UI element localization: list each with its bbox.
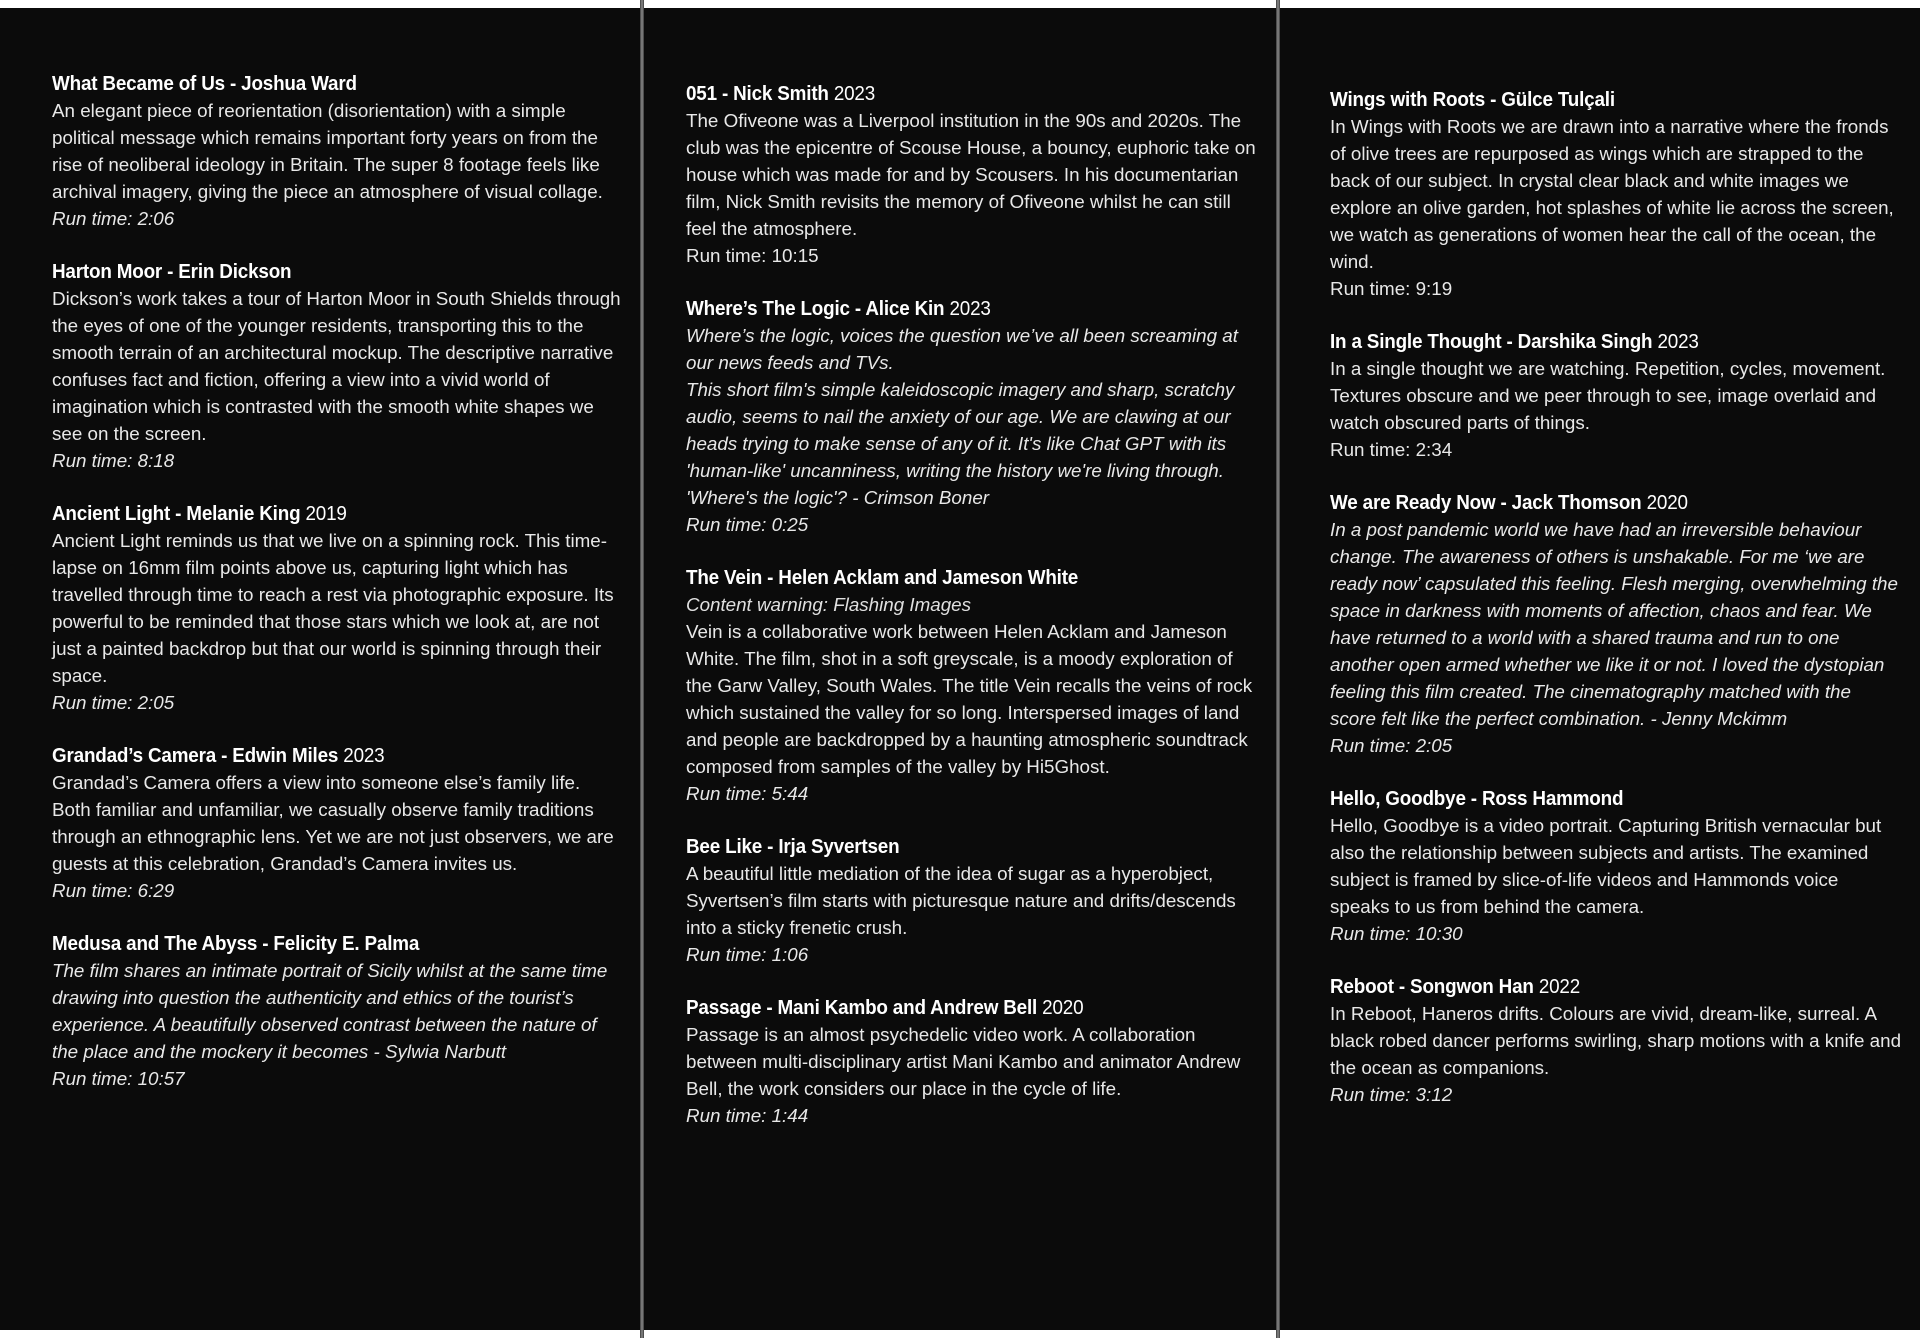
film-title: Where’s The Logic - Alice Kin [686,297,945,320]
film-title-line [52,500,578,527]
film-runtime: Run time: 10:30 [1330,923,1463,944]
film-title-line [1330,785,1856,812]
film-entry [52,930,624,1092]
description-paragraph: In a single thought we are watching. Repetition, cycles, movement. Textures obscure and we peer through to see, image overlaid and watch obscured parts of things. [1330,358,1886,433]
film-entry [1330,328,1902,463]
film-year: 2022 [1538,975,1581,998]
description-paragraph: Dickson’s work takes a tour of Harton Moor in South Shields through the eyes of one of the younger residents, transporting this to the smooth terrain of an architectural mockup. The descriptive narrative confuses fact and fiction, offering a view into a vivid world of imagination which is contrasted with the smooth white shapes we see on the screen. [52,288,621,444]
film-year: 2023 [343,744,385,767]
film-title-line [1330,86,1856,113]
film-title-line [686,564,1214,591]
film-title: 051 - Nick Smith [686,82,829,105]
film-entry [1330,785,1902,947]
description-paragraph: Grandad’s Camera offers a view into someone else’s family life. Both familiar and unfamiliar, we casually observe family traditions through an ethnographic lens. Yet we are not just observers, we are guests at this celebration, Grandad’s Camera invites us. [52,772,614,874]
film-title: We are Ready Now - Jack Thomson [1330,491,1642,514]
film-title-line [52,258,578,285]
film-runtime: Run time: 5:44 [686,783,809,804]
film-runtime: Run time: 9:19 [1330,278,1453,299]
film-title: What Became of Us - Joshua Ward [52,72,357,95]
film-runtime: Run time: 10:57 [52,1068,185,1089]
description-paragraph: The film shares an intimate portrait of Sicily whilst at the same time drawing into question the authenticity and ethics of the tourist’s experience. A beautifully observed contrast between the nature of the place and the mockery it becomes - Sylwia Narbutt [52,960,608,1062]
description-paragraph: In Wings with Roots we are drawn into a narrative where the fronds of olive trees are repurposed as wings which are strapped to the back of our subject. In crystal clear black and white images we explore an olive garden, hot splashes of white lie across the screen, we watch as generations of women hear the call of the ocean, the wind. [1330,116,1894,272]
film-entry [686,80,1260,269]
film-description [686,618,1260,780]
film-title-line [52,930,578,957]
column-middle [644,8,1276,1330]
film-year: 2020 [1042,996,1084,1019]
film-description [686,860,1260,941]
film-year: 2023 [1657,330,1699,353]
film-title-line [52,70,578,97]
film-entry [686,564,1260,807]
description-paragraph: In a post pandemic world we have had an irreversible behaviour change. The awareness of others is unshakable. For me ‘we are ready now’ capsulated this feeling. Flesh merging, overwhelming the space in darkness with moments of affection, chaos and fear. We have returned to a world with a shared trauma and run to one another open armed whether we like it or not. I loved the dystopian feeling this film created. The cinematography matched with the score felt like the perfect combination. - Jenny Mckimm [1330,519,1898,729]
film-description [686,107,1260,242]
film-description [1330,812,1902,920]
description-paragraph: Hello, Goodbye is a video portrait. Capturing British vernacular but also the relationship between subjects and artists. The examined subject is framed by slice-of-life videos and Hammonds voice speaks to us from behind the camera. [1330,815,1882,917]
film-entry [1330,489,1902,759]
film-title: Wings with Roots - Gülce Tulçali [1330,88,1615,111]
film-description [1330,1000,1902,1081]
film-title: Harton Moor - Erin Dickson [52,260,292,283]
film-description [52,957,624,1065]
film-year: 2023 [949,297,991,320]
film-runtime: Run time: 10:15 [686,245,819,266]
film-entry [686,833,1260,968]
film-title-line [686,833,1214,860]
film-title-line [686,80,1214,107]
description-paragraph: In Reboot, Haneros drifts. Colours are vivid, dream-like, surreal. A black robed dancer performs swirling, sharp motions with a knife and the ocean as companions. [1330,1003,1902,1078]
description-paragraph: This short film's simple kaleidoscopic imagery and sharp, scratchy audio, seems to nail the anxiety of our age. We are clawing at our heads trying to make sense of any of it. It's like Chat GPT with its 'human-like' uncanniness, writing the history we're living through. 'Where's the logic'? - Crimson Boner [686,379,1235,508]
film-description [52,769,624,877]
film-entry [52,500,624,716]
film-title-line [1330,973,1856,1000]
film-entry [1330,973,1902,1108]
film-description [52,527,624,689]
film-description [52,285,624,447]
film-title: Passage - Mani Kambo and Andrew Bell [686,996,1038,1019]
content-warning: Content warning: Flashing Images [686,594,972,615]
film-runtime: Run time: 3:12 [1330,1084,1453,1105]
film-title: Reboot - Songwon Han [1330,975,1534,998]
film-runtime: Run time: 2:34 [1330,439,1453,460]
description-paragraph: Passage is an almost psychedelic video work. A collaboration between multi-disciplinary artist Mani Kambo and animator Andrew Bell, the work considers our place in the cycle of life. [686,1024,1241,1099]
film-entry [52,258,624,474]
film-runtime: Run time: 8:18 [52,450,175,471]
film-title: Hello, Goodbye - Ross Hammond [1330,787,1624,810]
film-runtime: Run time: 0:25 [686,514,809,535]
film-description [686,322,1260,511]
film-description [1330,113,1902,275]
film-title-line [1330,328,1856,355]
film-title-line [52,742,578,769]
film-entry [52,70,624,232]
film-title: The Vein - Helen Acklam and Jameson White [686,566,1079,589]
film-entry [1330,86,1902,302]
film-title: Medusa and The Abyss - Felicity E. Palma [52,932,420,955]
description-paragraph: Vein is a collaborative work between Helen Acklam and Jameson White. The film, shot in a soft greyscale, is a moody exploration of the Garw Valley, South Wales. The title Vein recalls the veins of rock which sustained the valley for so long. Interspersed images of land and people are backdropped by a haunting atmospheric soundtrack composed from samples of the valley by Hi5Ghost. [686,621,1253,777]
film-title: Bee Like - Irja Syvertsen [686,835,900,858]
film-runtime: Run time: 1:44 [686,1105,809,1126]
film-title: In a Single Thought - Darshika Singh [1330,330,1653,353]
description-paragraph: Where’s the logic, voices the question we’ve all been screaming at our news feeds and TVs. [686,325,1238,373]
film-runtime: Run time: 6:29 [52,880,175,901]
column-right [1280,8,1920,1330]
film-description [686,1021,1260,1102]
film-title-line [686,295,1214,322]
description-paragraph: An elegant piece of reorientation (disorientation) with a simple political message which remains important forty years on from the rise of neoliberal ideology in Britain. The super 8 footage feels like archival imagery, giving the piece an atmosphere of visual collage. [52,100,603,202]
film-title-line [686,994,1214,1021]
film-runtime: Run time: 2:06 [52,208,175,229]
description-paragraph: The Ofiveone was a Liverpool institution in the 90s and 2020s. The club was the epicentre of Scouse House, a bouncy, euphoric take on house which was made for and by Scousers. In his documentarian film, Nick Smith revisits the memory of Ofiveone whilst he can still feel the atmosphere. [686,110,1256,239]
column-left [0,8,640,1330]
film-year: 2023 [833,82,876,105]
film-runtime: Run time: 1:06 [686,944,809,965]
film-year: 2019 [305,502,347,525]
film-title-line [1330,489,1856,516]
film-entry [686,994,1260,1129]
description-paragraph: Ancient Light reminds us that we live on a spinning rock. This time-lapse on 16mm film points above us, capturing light which has travelled through time to reach a rest via photographic exposure. Its powerful to be reminded that those stars which we look at, are not just a painted backdrop but that our world is spinning through their space. [52,530,614,686]
film-runtime: Run time: 2:05 [52,692,175,713]
description-paragraph: A beautiful little mediation of the idea of sugar as a hyperobject, Syvertsen’s film starts with picturesque nature and drifts/descends into a sticky frenetic crush. [686,863,1236,938]
film-runtime: Run time: 2:05 [1330,735,1453,756]
film-title: Ancient Light - Melanie King [52,502,301,525]
film-description [1330,516,1902,732]
film-description [1330,355,1902,436]
film-title: Grandad’s Camera - Edwin Miles [52,744,339,767]
film-description [52,97,624,205]
film-entry [686,295,1260,538]
film-entry [52,742,624,904]
film-year: 2020 [1646,491,1688,514]
